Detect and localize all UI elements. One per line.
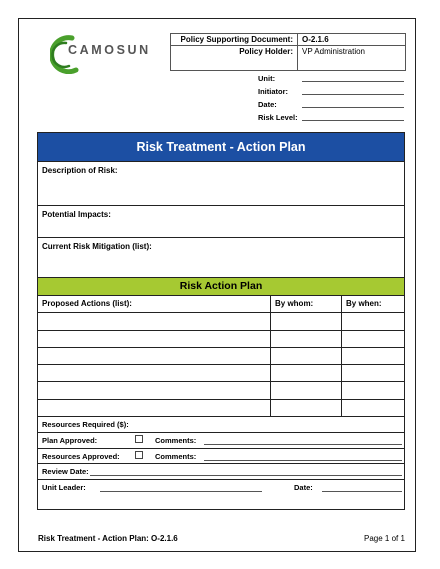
review-date-field[interactable] [90,475,402,476]
unit-label: Unit: [258,74,276,83]
review-date-row [38,464,404,480]
plan-approved-checkbox[interactable] [135,435,143,443]
table-row[interactable] [38,382,404,399]
policy-doc-label: Policy Supporting Document: [171,34,298,46]
form-title: Risk Treatment - Action Plan [38,133,404,162]
comments-label-1: Comments: [155,435,197,445]
plan-approved-label: Plan Approved: [42,435,98,445]
initiator-field[interactable] [302,94,404,95]
mitigation-label: Current Risk Mitigation (list): [42,242,152,251]
description-label: Description of Risk: [42,166,118,175]
comments-field-2[interactable] [204,460,402,461]
logo-text: CAMOSUN [68,43,151,57]
col-by-when: By when: [346,299,382,308]
date-field[interactable] [302,107,404,108]
policy-header-table [170,33,406,71]
footer-page-number: Page 1 of 1 [364,534,405,543]
col-proposed-actions: Proposed Actions (list): [38,296,271,312]
description-of-risk-field[interactable] [38,162,404,206]
footer-doc-title: Risk Treatment - Action Plan: O-2.1.6 [38,534,178,543]
plan-approved-row [38,433,404,449]
risk-level-label: Risk Level: [258,113,298,122]
current-mitigation-field[interactable] [38,238,404,278]
table-row[interactable] [38,313,404,330]
date-label: Date: [258,100,277,109]
unit-leader-date-label: Date: [294,483,313,493]
resources-required-label: Resources Required ($): [42,420,129,430]
action-plan-form [37,132,405,510]
unit-leader-row [38,480,404,496]
unit-leader-field[interactable] [100,491,262,492]
table-row[interactable] [38,400,404,417]
comments-label-2: Comments: [155,451,197,461]
comments-field-1[interactable] [204,444,402,445]
resources-approved-label: Resources Approved: [42,451,120,461]
policy-doc-value: O-2.1.6 [298,34,406,46]
impacts-label: Potential Impacts: [42,210,111,219]
risk-action-plan-title: Risk Action Plan [38,278,404,296]
risk-level-field[interactable] [302,120,404,121]
action-grid [38,296,404,417]
review-date-label: Review Date: [42,467,89,477]
table-row[interactable] [38,331,404,348]
initiator-label: Initiator: [258,87,288,96]
col-by-whom: By whom: [271,296,342,312]
policy-holder-value: VP Administration [298,46,406,71]
unit-field[interactable] [302,81,404,82]
table-row[interactable] [38,365,404,382]
unit-leader-label: Unit Leader: [42,483,86,493]
policy-holder-label: Policy Holder: [171,46,298,71]
unit-leader-date-field[interactable] [322,491,402,492]
resources-approved-row [38,449,404,465]
potential-impacts-field[interactable] [38,206,404,238]
resources-approved-checkbox[interactable] [135,451,143,459]
action-grid-header [38,296,404,313]
resources-required-row[interactable] [38,417,404,433]
table-row[interactable] [38,348,404,365]
